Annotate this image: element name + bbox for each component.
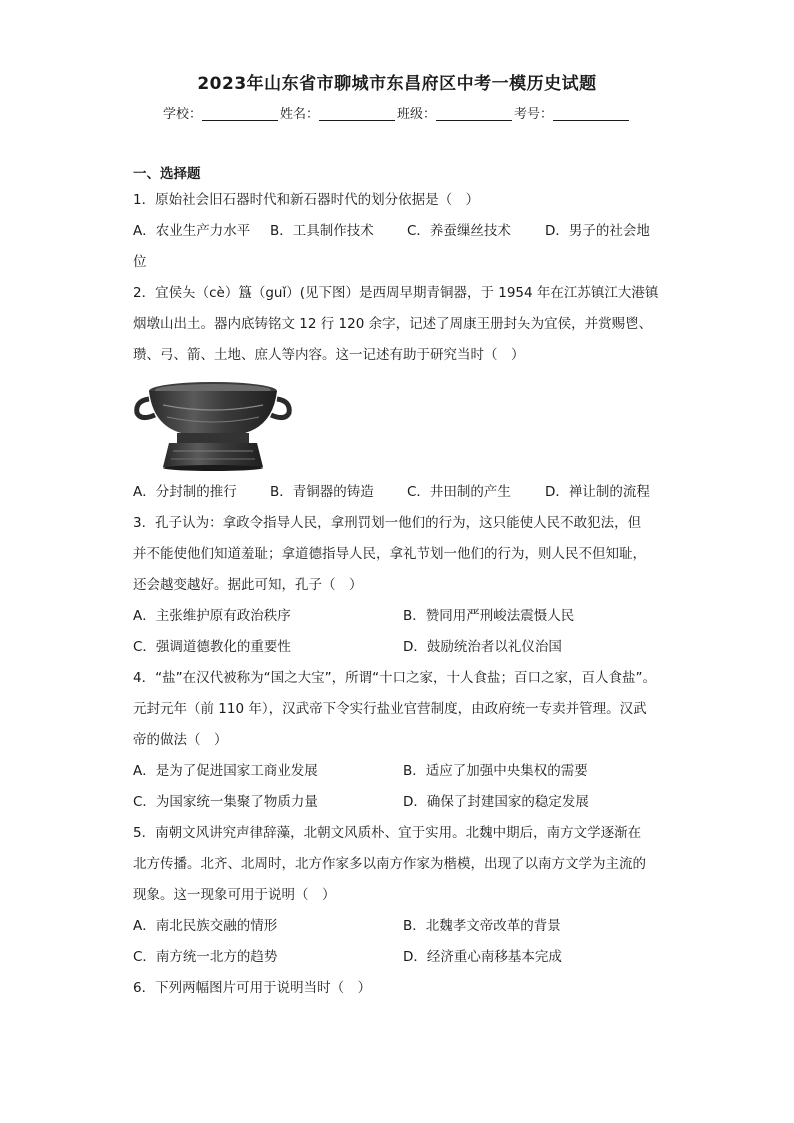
- options-row: [133, 756, 673, 787]
- school-label: 学校：: [162, 107, 202, 122]
- option-d[interactable]: D．确保了封建国家的稳定发展: [403, 794, 589, 810]
- section-heading: 一、选择题: [133, 166, 201, 182]
- question-stem: 帝的做法（ ）: [133, 732, 228, 748]
- question-stem: 2．宜侯夨（cè）簋（guǐ）(见下图）是西周早期青铜器，于 1954 年在江苏镇江大港镇: [133, 285, 659, 301]
- option-c[interactable]: C．为国家统一集聚了物质力量: [133, 794, 318, 810]
- option-b[interactable]: B．工具制作技术: [270, 223, 374, 239]
- question-stem: 烟墩山出土。器内底铸铭文 12 行 120 余字，记述了周康王册封夨为宜侯，并赏赐鬯、: [133, 316, 653, 332]
- bronze-gui-vessel-photo: [133, 375, 293, 473]
- question-stem: 瓒、弓、箭、土地、庶人等内容。这一记述有助于研究当时（ ）: [133, 347, 525, 363]
- question-stem: 还会越变越好。据此可知，孔子（ ）: [133, 577, 363, 593]
- question-2: [133, 278, 673, 508]
- option-b[interactable]: B．青铜器的铸造: [270, 484, 374, 500]
- name-blank[interactable]: [319, 107, 395, 121]
- question-stem: 4．“盐”在汉代被称为“国之大宝”，所谓“十口之家，十人食盐；百口之家，百人食盐”。: [133, 670, 657, 686]
- page-title: 2023年山东省市聊城市东昌府区中考一模历史试题: [197, 74, 597, 94]
- question-stem: 并不能使他们知道羞耻；拿道德指导人民，拿礼节划一他们的行为，则人民不但知耻，: [133, 546, 646, 562]
- question-list: [133, 163, 673, 1004]
- options-row: [133, 601, 673, 632]
- options-row: [133, 911, 673, 942]
- options-row: [133, 787, 673, 818]
- student-info-line: [0, 103, 794, 122]
- option-c[interactable]: C．南方统一北方的趋势: [133, 949, 278, 965]
- question-stem: 1．原始社会旧石器时代和新石器时代的划分依据是（ ）: [133, 192, 480, 208]
- name-label: 姓名：: [279, 107, 319, 122]
- option-b[interactable]: B．北魏孝文帝改革的背景: [403, 918, 561, 934]
- option-a[interactable]: A．农业生产力水平: [133, 223, 251, 239]
- option-d[interactable]: D．经济重心南移基本完成: [403, 949, 562, 965]
- class-label: 班级：: [397, 107, 437, 122]
- option-c[interactable]: C．养蚕缫丝技术: [407, 223, 511, 239]
- option-b[interactable]: B．适应了加强中央集权的需要: [403, 763, 588, 779]
- option-d-wrap: 位: [133, 254, 147, 270]
- exam-number-blank[interactable]: [553, 107, 629, 121]
- option-a[interactable]: A．南北民族交融的情形: [133, 918, 278, 934]
- school-blank[interactable]: [202, 107, 278, 121]
- option-a[interactable]: A．主张维护原有政治秩序: [133, 608, 291, 624]
- option-d[interactable]: D．男子的社会地: [545, 223, 650, 239]
- question-stem: 3．孔子认为：拿政令指导人民，拿刑罚划一他们的行为，这只能使人民不敢犯法，但: [133, 515, 642, 531]
- option-d[interactable]: D．禅让制的流程: [545, 484, 650, 500]
- class-blank[interactable]: [436, 107, 512, 121]
- option-c[interactable]: C．强调道德教化的重要性: [133, 639, 291, 655]
- question-stem: 北方传播。北齐、北周时，北方作家多以南方作家为楷模，出现了以南方文学为主流的: [133, 856, 646, 872]
- options-row: [133, 216, 673, 247]
- option-d[interactable]: D．鼓励统治者以礼仪治国: [403, 639, 562, 655]
- question-5: [133, 818, 673, 973]
- bronze-gui-vessel-image: [133, 375, 673, 473]
- question-4: [133, 663, 673, 818]
- exam-number-label: 考号：: [514, 107, 554, 122]
- question-3: [133, 508, 673, 663]
- option-a[interactable]: A．是为了促进国家工商业发展: [133, 763, 318, 779]
- question-6: [133, 973, 673, 1004]
- question-stem: 现象。这一现象可用于说明（ ）: [133, 887, 336, 903]
- question-stem: 5．南朝文风讲究声律辞藻，北朝文风质朴、宜于实用。北魏中期后，南方文学逐渐在: [133, 825, 642, 841]
- options-row: [133, 632, 673, 663]
- options-row: [133, 942, 673, 973]
- option-a[interactable]: A．分封制的推行: [133, 484, 237, 500]
- question-stem: 元封元年（前 110 年），汉武帝下令实行盐业官营制度，由政府统一专卖并管理。汉武: [133, 701, 647, 717]
- option-c[interactable]: C．井田制的产生: [407, 484, 511, 500]
- question-1: [133, 185, 673, 278]
- question-stem: 6．下列两幅图片可用于说明当时（ ）: [133, 980, 372, 996]
- option-b[interactable]: B．赞同用严刑峻法震慑人民: [403, 608, 575, 624]
- options-row: [133, 477, 673, 508]
